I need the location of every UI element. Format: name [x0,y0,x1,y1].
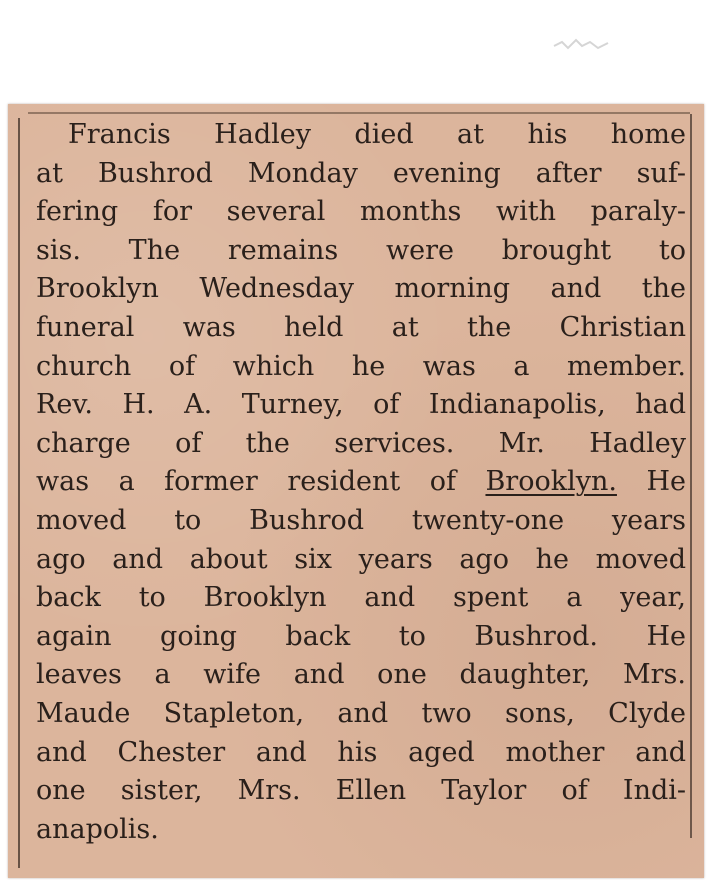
article-line-2: at Bushrod Monday evening after suf- [36,157,686,189]
column-left-rule [18,118,20,868]
underlined-brooklyn: Brooklyn. [485,466,617,498]
article-line-3: fering for several months with paraly- [36,196,686,228]
article-line-19: anapolis. [36,813,159,845]
article-line-9: charge of the services. Mr. Hadley [36,427,686,459]
column-top-rule [28,112,690,114]
scan-smudge-mark [552,34,612,56]
article-line-18: one sister, Mrs. Ellen Taylor of Indi- [36,775,686,807]
obituary-article [36,116,686,849]
article-line-10-tail: He [646,466,686,498]
column-right-rule [690,114,692,838]
article-line-14: again going back to Bushrod. He [36,620,686,652]
article-line-13: back to Brooklyn and spent a year, [36,582,686,614]
article-line-5: Brooklyn Wednesday morning and the [36,273,686,305]
article-line-7: church of which he was a member. [36,350,686,382]
newspaper-clipping [8,104,704,878]
article-line-12: ago and about six years ago he moved [36,543,686,575]
article-line-10-text: was a former resident of [36,466,456,498]
article-line-8: Rev. H. A. Turney, of Indianapolis, had [36,389,686,421]
article-line-15: leaves a wife and one daughter, Mrs. [36,659,686,691]
article-line-17: and Chester and his aged mother and [36,736,686,768]
article-line-10 [36,463,686,502]
article-line-11: moved to Bushrod twenty-one years [36,504,686,536]
article-line-6: funeral was held at the Christian [36,311,686,343]
article-line-4: sis. The remains were brought to [36,234,686,266]
article-line-1: Francis Hadley died at his home [68,119,686,150]
article-line-16: Maude Stapleton, and two sons, Clyde [36,697,686,729]
